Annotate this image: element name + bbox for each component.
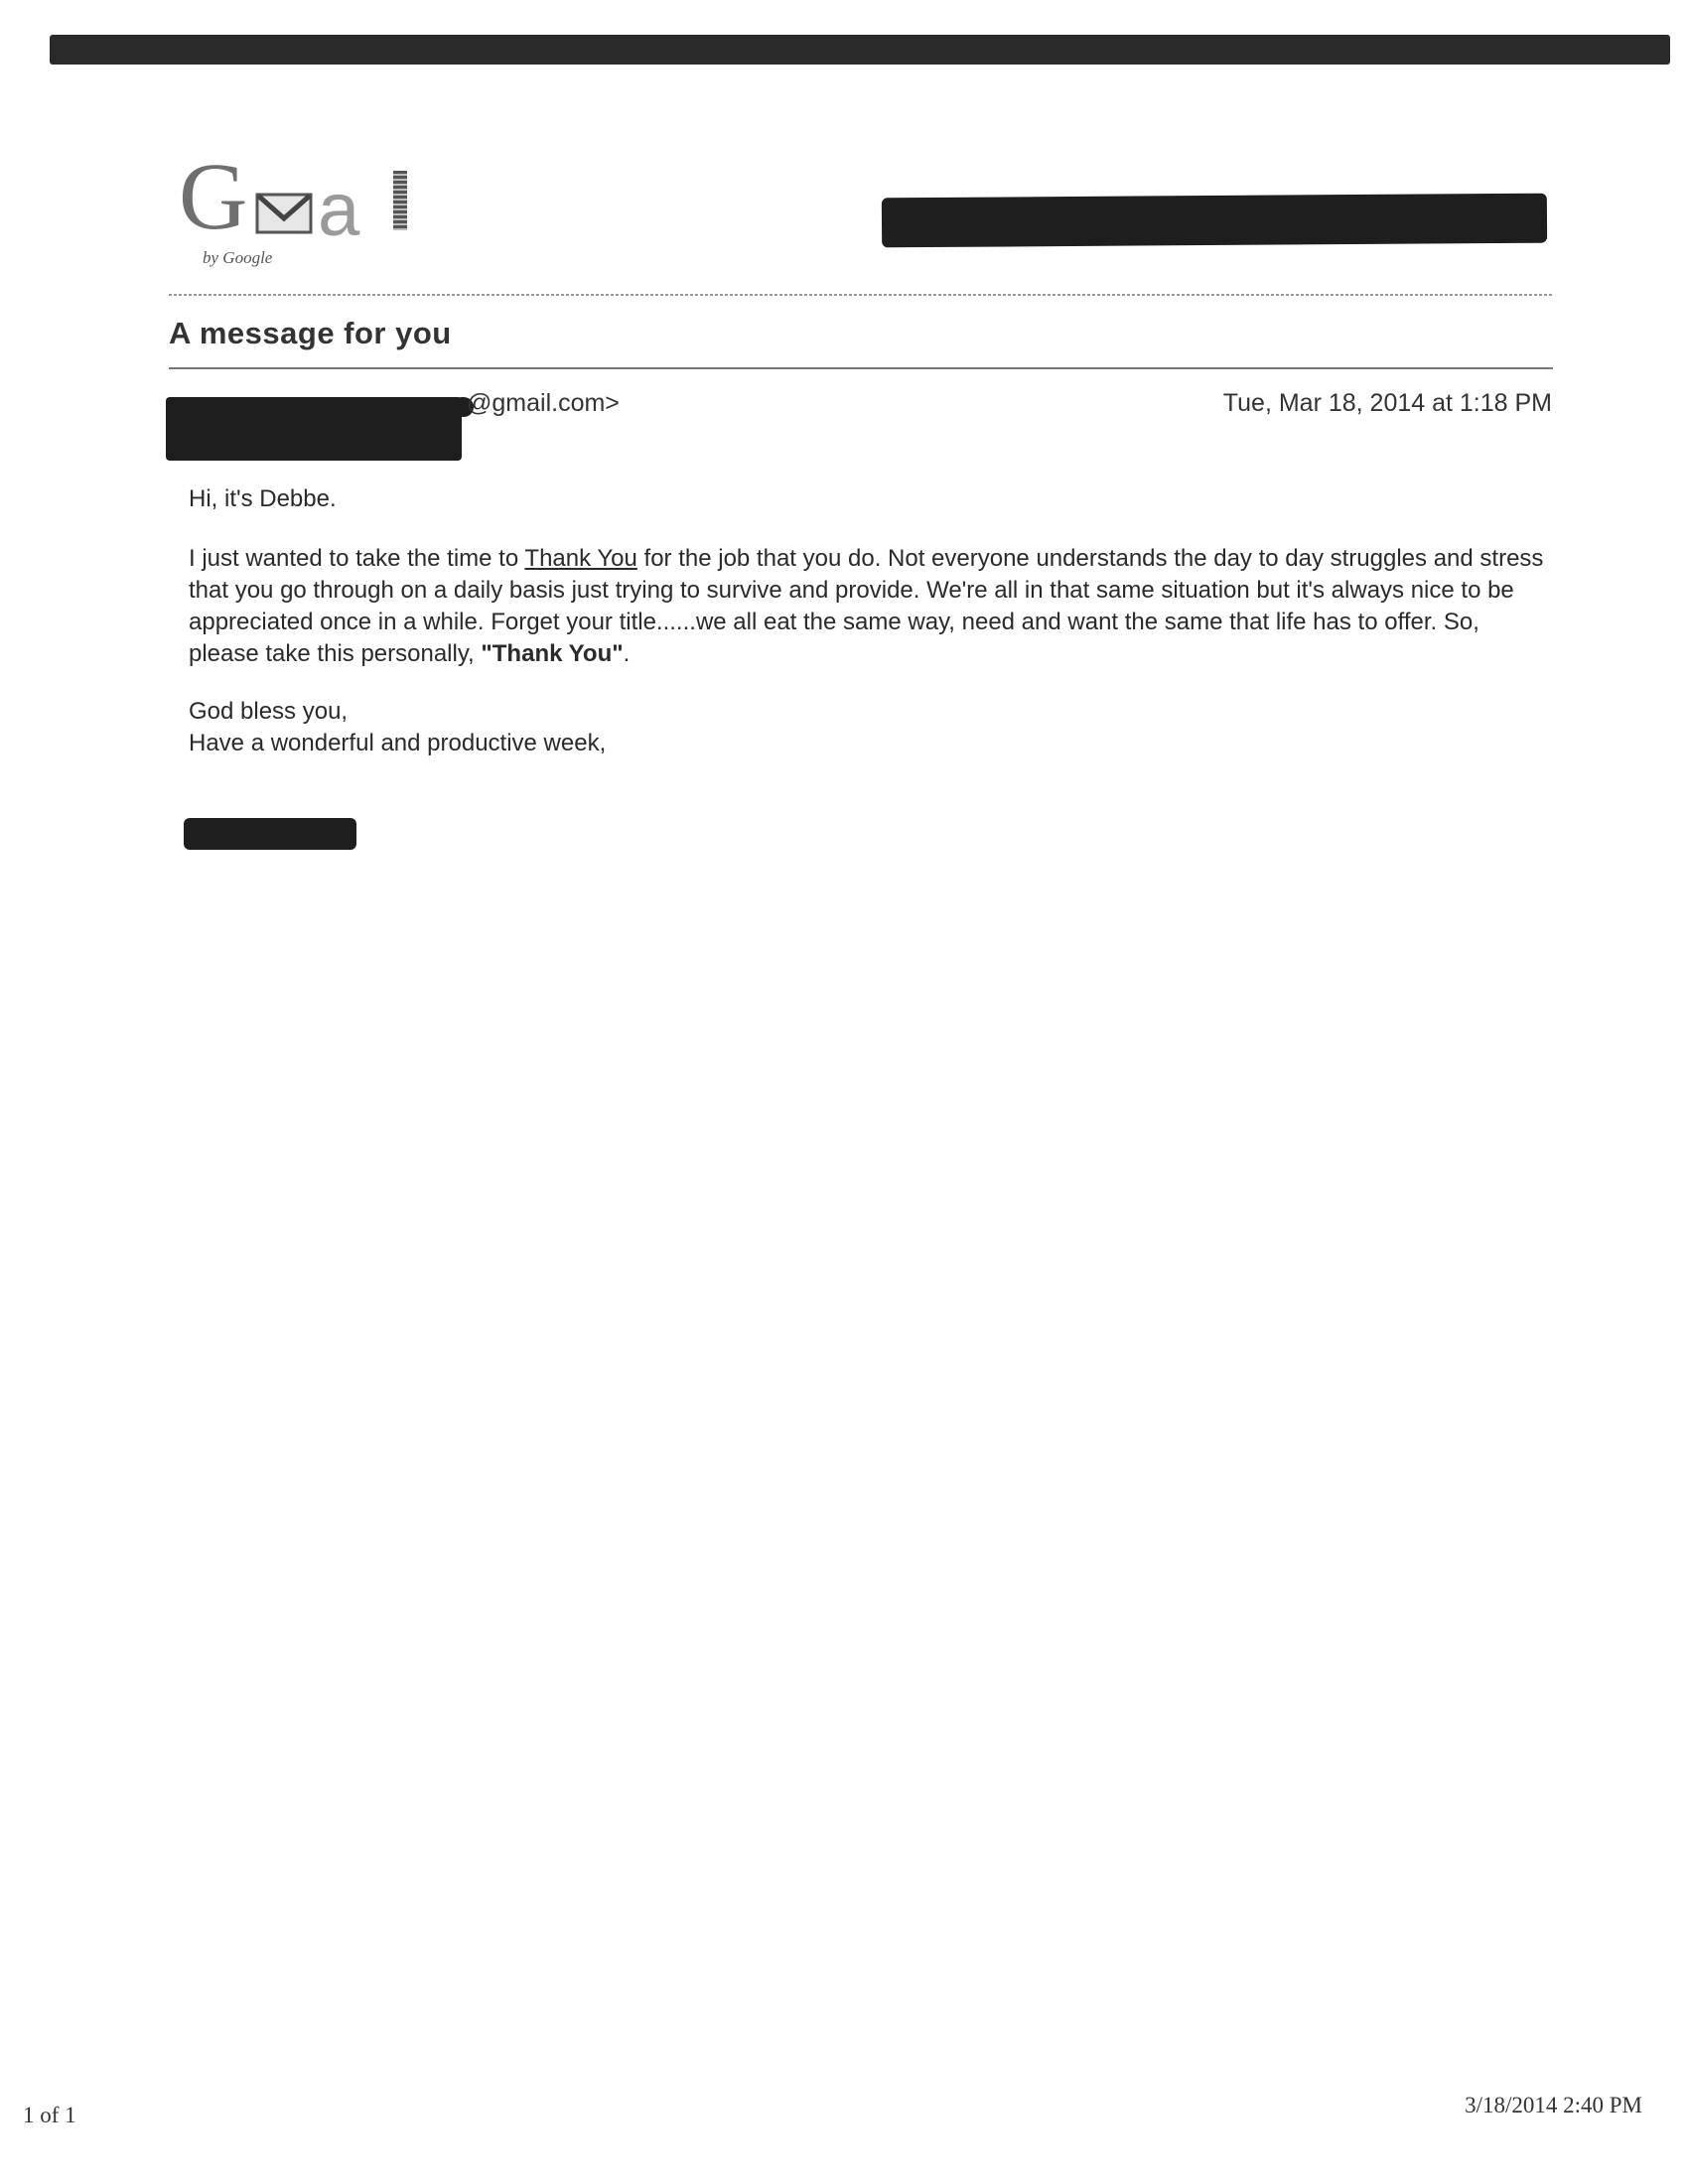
closing-line-1: God bless you, bbox=[189, 698, 349, 725]
closing-line-2: Have a wonderful and productive week, bbox=[189, 730, 607, 756]
envelope-icon bbox=[255, 191, 313, 236]
header-redaction bbox=[882, 194, 1547, 248]
logo-a: a bbox=[318, 168, 358, 252]
page-count: 1 of 1 bbox=[23, 2103, 76, 2127]
logo-il-mark bbox=[393, 171, 407, 230]
email-body bbox=[189, 483, 1549, 759]
thank-you-bold: "Thank You" bbox=[481, 640, 624, 667]
gmail-logo bbox=[179, 143, 447, 278]
email-date: Tue, Mar 18, 2014 at 1:18 PM bbox=[1222, 389, 1552, 417]
email-greeting: Hi, it's Debbe. bbox=[189, 485, 337, 512]
para-text-start: I just wanted to take the time to bbox=[189, 545, 525, 572]
header-divider bbox=[169, 294, 1553, 296]
sender-name-redaction bbox=[166, 397, 462, 461]
email-paragraph bbox=[189, 543, 1549, 670]
signature-redaction bbox=[184, 818, 356, 850]
top-redaction-bar bbox=[50, 35, 1670, 65]
logo-byline: by Google bbox=[203, 248, 273, 267]
logo-g: G bbox=[179, 143, 248, 249]
email-subject: A message for you bbox=[169, 316, 452, 350]
para-text-middle: for the job that you do. Not everyone understands the day to day struggles and stress that you go through on a daily basis just trying to survive and provide. We're all in that same situation but it's always nice to be appreciated once in a while. Forget your title......we all eat the same way, need and want the same that life has to offer. So, please take this personally, bbox=[189, 545, 1544, 667]
thank-you-underlined: Thank You bbox=[524, 545, 637, 572]
sender-email-domain: @gmail.com> bbox=[467, 389, 620, 417]
para-text-end: . bbox=[623, 640, 631, 667]
subject-divider bbox=[169, 367, 1553, 369]
print-timestamp: 3/18/2014 2:40 PM bbox=[1465, 2093, 1642, 2117]
